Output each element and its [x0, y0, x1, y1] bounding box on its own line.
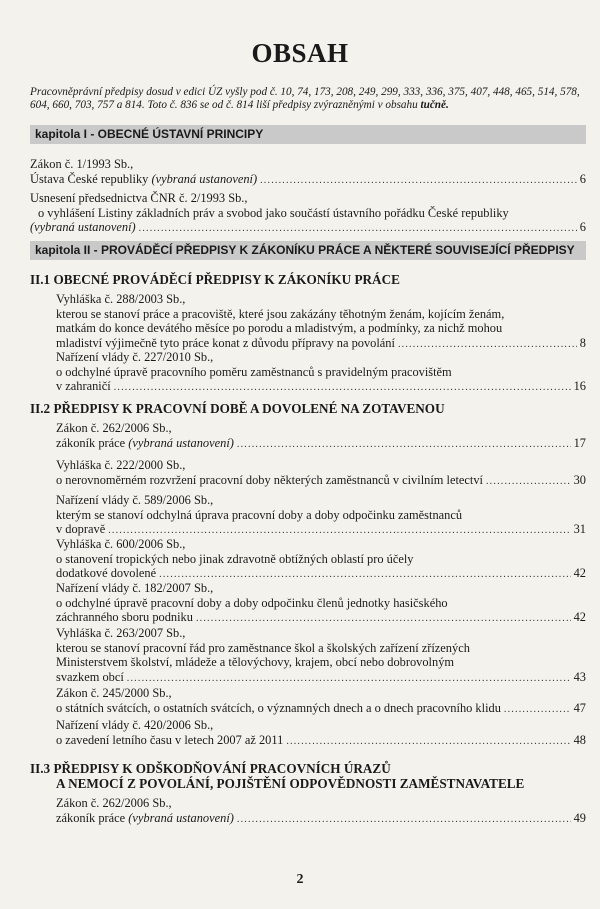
section-2-3-line-2: A NEMOCÍ Z POVOLÁNÍ, POJIŠTĚNÍ ODPOVĚDNOSTI ZAMĚSTNAVATELE	[56, 776, 525, 791]
entry-text: o nerovnoměrném rozvržení pracovní doby některých zaměstnanců v civilním letectví	[56, 472, 483, 487]
entry-title: Nařízení vlády č. 182/2007 Sb.,	[56, 581, 214, 595]
entry-title: Zákon č. 262/2006 Sb.,	[56, 796, 172, 810]
toc-entry[interactable]	[56, 537, 586, 583]
entry-page: 16	[573, 379, 586, 393]
entry-last-line	[56, 670, 586, 687]
entry-text: záchranného sboru podniku	[56, 610, 193, 624]
entry-desc: o odchylné úpravě pracovního poměru zaměstnanců s pravidelným pracovištěm	[56, 364, 452, 379]
entry-title: Vyhláška č. 288/2003 Sb.,	[56, 292, 186, 306]
leader-dots	[260, 174, 577, 189]
entry-title: Nařízení vlády č. 589/2006 Sb.,	[56, 493, 214, 507]
entry-page: 8	[579, 335, 586, 350]
leader-dots	[127, 672, 571, 687]
entry-page: 6	[579, 220, 586, 234]
toc-entry[interactable]	[56, 718, 586, 749]
entry-title: Vyhláška č. 263/2007 Sb.,	[56, 626, 186, 640]
toc-entry[interactable]	[30, 191, 586, 237]
entry-italic: (vybraná ustanovení)	[128, 810, 234, 825]
entry-last-line	[30, 220, 586, 237]
entry-desc: o stanovení tropických nebo jinak zdravotně obtížných oblastí pro účely	[56, 551, 414, 566]
leader-dots	[286, 735, 570, 750]
toc-entry[interactable]	[56, 292, 586, 352]
toc-entry[interactable]	[56, 350, 586, 396]
toc-entry[interactable]	[56, 686, 586, 717]
entry-last-line	[56, 811, 586, 828]
entry-page: 17	[573, 435, 586, 450]
entry-desc: matkám do konce devátého měsíce po porodu a mladistvým, a podmínky, za nichž mohou	[56, 321, 503, 335]
entry-desc: o odchylné úpravě pracovní doby a doby odpočinku členů jednotky hasičského	[56, 595, 448, 610]
toc-entry[interactable]	[56, 458, 586, 489]
entry-desc: o vyhlášení Listiny základních práv a svobod jako součástí ústavního pořádku České republiky	[38, 205, 509, 220]
toc-entry[interactable]	[56, 493, 586, 539]
entry-title: Nařízení vlády č. 227/2010 Sb.,	[56, 350, 214, 364]
leader-dots	[237, 438, 571, 453]
entry-text: zákoník práce	[56, 435, 129, 450]
leader-dots	[504, 703, 571, 718]
entry-page: 30	[573, 472, 586, 487]
page-title: OBSAH	[251, 38, 349, 68]
entry-text: o zavedení letního času v letech 2007 až 2011	[56, 732, 284, 747]
entry-text: svazkem obcí	[56, 669, 124, 684]
leader-dots	[114, 381, 571, 396]
entry-italic: (vybraná ustanovení)	[30, 220, 136, 234]
page-number: 2	[296, 872, 304, 887]
entry-page: 6	[579, 171, 586, 186]
intro-text: Pracovněprávní předpisy dosud v edici ÚZ vyšly pod č. 10, 74, 173, 208, 249, 299, 333, 336, 375, 407, 448, 465, 514, 578, 604, 660, 703, 757 a 814. Toto č. 836 se od č. 814 liší předpisy zvýrazněnými v obsahu	[30, 86, 580, 111]
entry-page: 47	[573, 700, 586, 715]
entry-last-line	[56, 610, 586, 627]
entry-title: Zákon č. 1/1993 Sb.,	[30, 157, 134, 171]
entry-last-line	[56, 701, 586, 718]
entry-text: dodatkové dovolené	[56, 566, 157, 580]
section-2-3-heading	[30, 761, 586, 791]
section-2-2-heading: II.2 PŘEDPISY K PRACOVNÍ DOBĚ A DOVOLENÉ NA ZOTAVENOU	[30, 401, 445, 416]
leader-dots	[196, 612, 571, 627]
entry-title: Nařízení vlády č. 420/2006 Sb.,	[56, 718, 214, 732]
leader-dots	[486, 475, 571, 490]
entry-text: Ústava České republiky	[30, 171, 152, 186]
chapter-1-heading: kapitola I - OBECNÉ ÚSTAVNÍ PRINCIPY	[30, 125, 586, 144]
entry-title: Zákon č. 245/2000 Sb.,	[56, 686, 172, 700]
entry-last-line	[30, 172, 586, 189]
entry-text: zákoník práce	[56, 810, 129, 825]
entry-desc: kterou se stanoví práce a pracoviště, které jsou zakázány těhotným ženám, kojícím ženám,	[56, 306, 505, 321]
entry-text: v dopravě	[56, 522, 106, 536]
entry-page: 49	[573, 810, 586, 825]
entry-title: Usnesení předsednictva ČNR č. 2/1993 Sb.,	[30, 191, 248, 205]
entry-page: 42	[573, 610, 586, 624]
entry-desc: kterou se stanoví pracovní řád pro zaměstnance škol a školských zařízení zřízených	[56, 640, 470, 655]
toc-entry[interactable]	[30, 157, 586, 188]
chapter-2-heading: kapitola II - PROVÁDĚCÍ PŘEDPISY K ZÁKONÍKU PRÁCE A NĚKTERÉ SOUVISEJÍCÍ PŘEDPISY	[30, 241, 586, 260]
entry-text: mladiství výjimečně tyto práce konat z důvodu přípravy na povolání	[56, 335, 395, 350]
entry-italic: (vybraná ustanovení)	[128, 435, 234, 450]
intro-paragraph	[30, 86, 586, 112]
entry-desc: kterým se stanoví odchylná úprava pracovní doby a doby odpočinku zaměstnanců	[56, 507, 463, 522]
entry-title: Zákon č. 262/2006 Sb.,	[56, 421, 172, 435]
leader-dots	[139, 222, 577, 237]
entry-text: o státních svátcích, o ostatních svátcích, o významných dnech a o dnech pracovního klidu	[56, 700, 501, 715]
entry-page: 48	[573, 732, 586, 747]
intro-bold: tučně.	[420, 99, 449, 111]
entry-last-line	[56, 436, 586, 453]
entry-page: 43	[573, 669, 586, 684]
entry-last-line	[56, 473, 586, 490]
entry-title: Vyhláška č. 600/2006 Sb.,	[56, 537, 186, 551]
entry-desc: Ministerstvem školství, mládeže a tělovýchovy, krajem, obcí nebo dobrovolným	[56, 655, 455, 669]
section-2-1-heading: II.1 OBECNÉ PROVÁDĚCÍ PŘEDPISY K ZÁKONÍKU PRÁCE	[30, 272, 400, 287]
toc-entry[interactable]	[56, 421, 586, 452]
toc-entry[interactable]	[56, 581, 586, 627]
entry-title: Vyhláška č. 222/2000 Sb.,	[56, 458, 186, 472]
entry-page: 42	[573, 566, 586, 580]
entry-italic: (vybraná ustanovení)	[151, 171, 258, 186]
entry-page: 31	[573, 522, 586, 536]
toc-entry[interactable]	[56, 796, 586, 827]
leader-dots	[237, 813, 571, 828]
entry-text: v zahraničí	[56, 379, 111, 393]
entry-last-line	[56, 733, 586, 750]
section-2-3-line-1: II.3 PŘEDPISY K ODŠKODŇOVÁNÍ PRACOVNÍCH ÚRAZŮ	[30, 761, 391, 776]
toc-entry[interactable]	[56, 626, 586, 686]
entry-last-line	[56, 379, 586, 396]
